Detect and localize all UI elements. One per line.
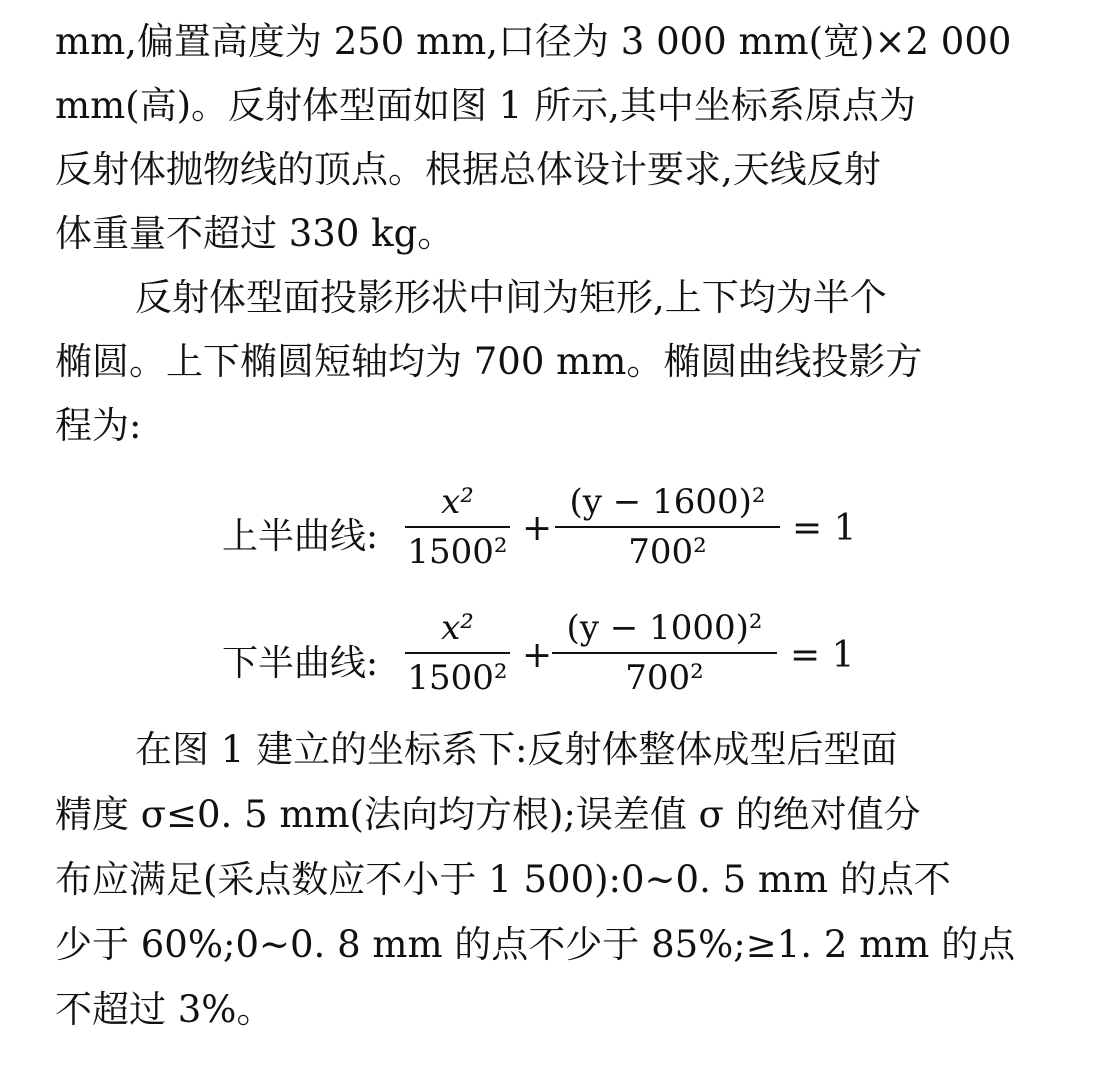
text-line: 在图 1 建立的坐标系下:反射体整体成型后型面	[135, 728, 898, 771]
text-line: 反射体型面投影形状中间为矩形,上下均为半个	[135, 276, 887, 319]
text-line: 不超过 3%。	[55, 988, 274, 1031]
equation-label: 下半曲线:	[222, 643, 379, 684]
equation-rhs: = 1	[792, 508, 857, 549]
numerator: x²	[405, 482, 510, 528]
plus-sign: +	[522, 635, 553, 676]
text-line: mm(高)。反射体型面如图 1 所示,其中坐标系原点为	[55, 84, 916, 127]
equation-rhs: = 1	[790, 635, 855, 676]
denominator: 700²	[628, 532, 707, 572]
text-line: 少于 60%;0~0. 8 mm 的点不少于 85%;≥1. 2 mm 的点	[55, 923, 1016, 966]
plus-sign: +	[522, 508, 553, 549]
numerator: (y − 1000)²	[552, 608, 777, 654]
fraction-y	[552, 608, 777, 698]
text-line: mm,偏置高度为 250 mm,口径为 3 000 mm(宽)×2 000	[55, 20, 1012, 63]
text-line: 椭圆。上下椭圆短轴均为 700 mm。椭圆曲线投影方	[55, 340, 923, 383]
fraction-x	[405, 482, 510, 572]
text-line: 反射体抛物线的顶点。根据总体设计要求,天线反射	[55, 148, 881, 191]
text-line: 体重量不超过 330 kg。	[55, 212, 455, 255]
fraction-y	[555, 482, 780, 572]
text-line: 程为:	[55, 404, 142, 447]
fraction-x	[405, 608, 510, 698]
equation-label: 上半曲线:	[222, 516, 379, 557]
text-line: 精度 σ≤0. 5 mm(法向均方根);误差值 σ 的绝对值分	[55, 793, 921, 836]
text-line: 布应满足(采点数应不小于 1 500):0~0. 5 mm 的点不	[55, 858, 951, 901]
denominator: 1500²	[407, 658, 508, 698]
denominator: 700²	[625, 658, 704, 698]
denominator: 1500²	[407, 532, 508, 572]
numerator: x²	[405, 608, 510, 654]
numerator: (y − 1600)²	[555, 482, 780, 528]
